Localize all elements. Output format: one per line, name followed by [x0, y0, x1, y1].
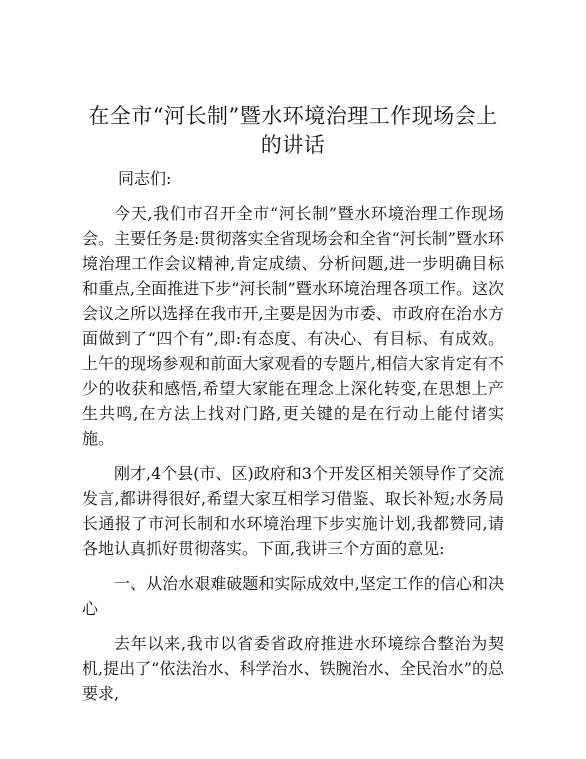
paragraph-1: 今天,我们市召开全市“河长制”暨水环境治理工作现场会。主要任务是:贯彻落实全省现场会和全省“河长制”暨水环境治理工作会议精神,肯定成绩、分析问题,进一步明确目标和重点,全面推进下步“河长制”暨水环境治理各项工作。这次会议之所以选择在我市开,主要是因为市委、市政府在治水方面做到了“四个有”,即:有态度、有决心、有目标、有成效。上午的现场参观和前面大家观看的专题片,相信大家肯定有不少的收获和感悟,希望大家能在理念上深化转变,在思想上产生共鸣,在方法上找对门路,更关键的是在行动上能付诸实施。 [82, 204, 504, 448]
document-body [82, 165, 504, 716]
paragraph-3: 去年以来,我市以省委省政府推进水环境综合整治为契机,提出了“依法治水、科学治水、铁腕治水、全民治水”的总要求, [82, 634, 504, 703]
section-heading-1: 一、从治水艰难破题和实际成效中,坚定工作的信心和决心 [82, 574, 504, 618]
title-line-1: 在全市“河长制”暨水环境治理工作现场会上 [88, 104, 498, 128]
title-line-2: 的讲话 [260, 133, 326, 157]
greeting: 同志们: [118, 169, 172, 188]
paragraph-2: 刚才,4个县(市、区)政府和3个开发区相关领导作了交流发言,都讲得很好,希望大家互相学习借鉴、取长补短;水务局长通报了市河长制和水环境治理下步实施计划,我都赞同,请各地认真抓好贯彻落实。下面,我讲三个方面的意见: [82, 464, 504, 558]
document-title [60, 102, 526, 160]
